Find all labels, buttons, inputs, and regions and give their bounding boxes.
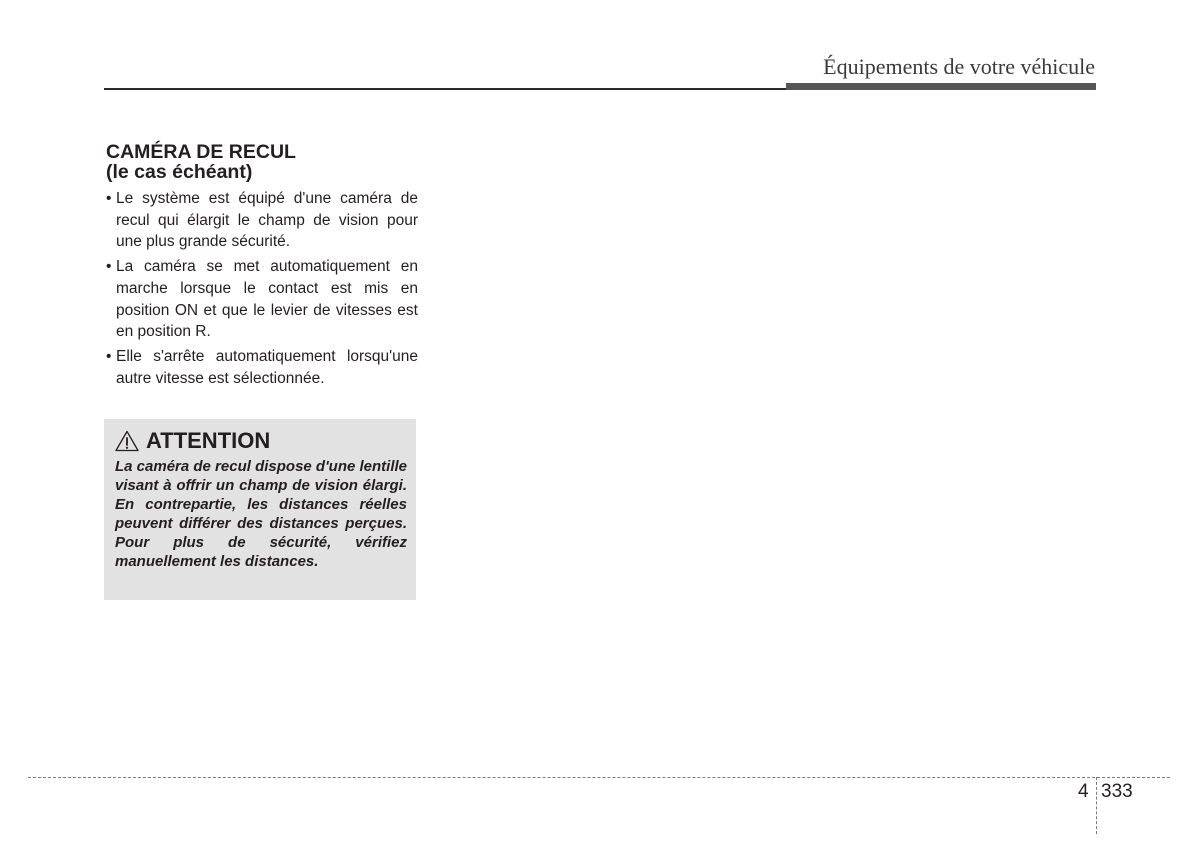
bullet-item [106,188,418,253]
bullet-text: Le système est équipé d'une caméra de recul qui élargit le champ de vision pour une plus grande sécurité. [116,190,418,251]
chapter-number: 4 [1078,781,1089,802]
attention-text: La caméra de recul dispose d'une lentille visant à offrir un champ de vision élargi. En contrepartie, les distances réelles peuvent différer des distances perçues. Pour plus de sécurité, vérifiez manuellement les distances. [115,458,408,570]
section-title [106,142,418,182]
section-title-line1: CAMÉRA DE RECUL [106,141,296,163]
header-rule-thin [104,88,786,90]
attention-title: ATTENTION [146,428,271,453]
warning-triangle-icon [115,430,139,452]
bullet-text: Elle s'arrête automatiquement lorsqu'une autre vitesse est sélectionnée. [116,347,418,387]
bullet-dot: • [106,190,112,207]
footer-vertical-dashed-line [1096,777,1097,834]
rear-camera-section [106,142,418,392]
bullet-item [106,346,418,389]
attention-header [115,427,407,455]
attention-box [104,419,416,600]
header-title: Équipements de votre véhicule [823,54,1095,79]
bullet-dot: • [106,347,112,365]
bullet-list [106,188,418,389]
page-number: 333 [1101,781,1133,802]
section-title-line2: (le cas échéant) [106,161,253,183]
bullet-dot: • [106,258,112,276]
header-rule-thick [786,83,1096,90]
bullet-text: La caméra se met automatiquement en marche lorsque le contact est mis en position ON et que le levier de vitesses est en position R. [116,258,418,341]
footer-dashed-line [28,777,1170,778]
bullet-item [106,256,418,343]
